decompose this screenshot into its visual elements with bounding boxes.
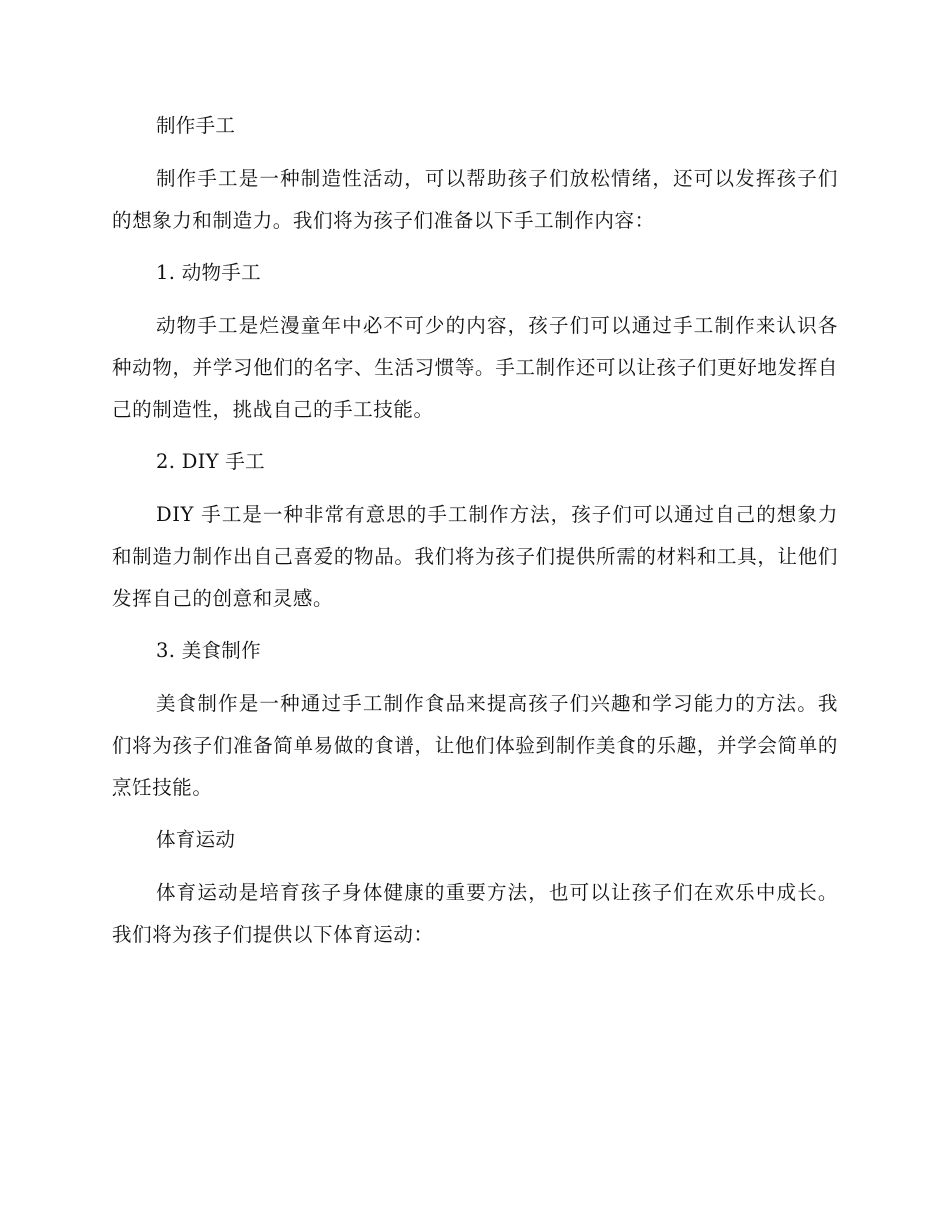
paragraph-animal-craft: 动物手工是烂漫童年中必不可少的内容，孩子们可以通过手工制作来认识各种动物，并学习他们的名字、生活习惯等。手工制作还可以让孩子们更好地发挥自己的制造性，挑战自己的手工技能。 bbox=[112, 314, 838, 421]
paragraph-diy-craft: DIY 手工是一种非常有意思的手工制作方法，孩子们可以通过自己的想象力和制造力制作出自己喜爱的物品。我们将为孩子们提供所需的材料和工具，让他们发挥自己的创意和灵感。 bbox=[112, 503, 838, 610]
section-heading-handcraft: 制作手工 bbox=[156, 114, 236, 137]
paragraph-handcraft-intro: 制作手工是一种制造性活动，可以帮助孩子们放松情绪，还可以发挥孩子们的想象力和制造力。我们将为孩子们准备以下手工制作内容： bbox=[112, 167, 838, 232]
subheading-food-making: 3. 美食制作 bbox=[156, 639, 261, 662]
section-heading-sports: 体育运动 bbox=[156, 828, 236, 851]
paragraph-food-making: 美食制作是一种通过手工制作食品来提高孩子们兴趣和学习能力的方法。我们将为孩子们准备简单易做的食谱，让他们体验到制作美食的乐趣，并学会简单的烹饪技能。 bbox=[112, 692, 838, 799]
paragraph-sports-intro: 体育运动是培育孩子身体健康的重要方法，也可以让孩子们在欢乐中成长。我们将为孩子们提供以下体育运动： bbox=[112, 881, 838, 946]
subheading-diy-craft: 2. DIY 手工 bbox=[156, 450, 265, 473]
subheading-animal-craft: 1. 动物手工 bbox=[156, 261, 261, 284]
